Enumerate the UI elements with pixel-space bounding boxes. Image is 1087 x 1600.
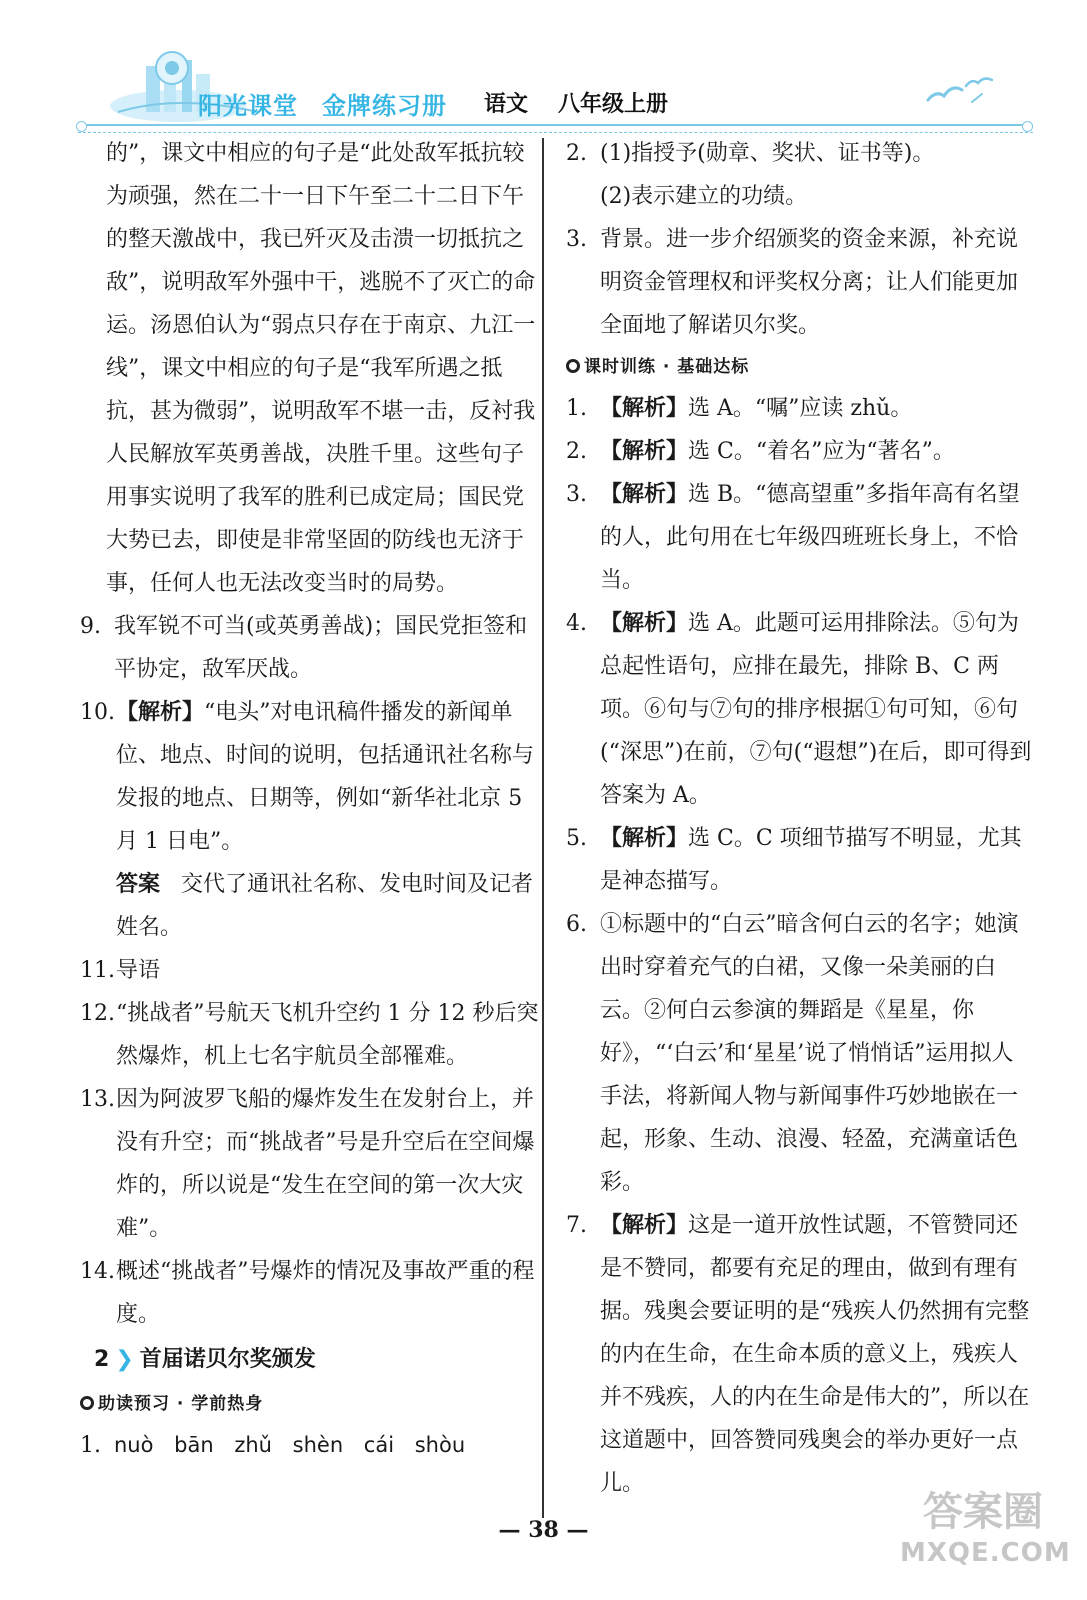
header-rule-dot-right [1022,121,1033,132]
right-column [566,132,1032,1505]
training-answer-7-number: 7. [566,1213,587,1238]
preview-answer-1-pinyin: nuò bān zhǔ shèn cái shòu [114,1433,466,1457]
answer-9-text: 我军锐不可当(或英勇善战)；国民党拒签和平协定，敌军厌战。 [114,614,528,682]
preview-answer-3-text: 背景。进一步介绍颁奖的资金来源，补充说明资金管理权和评奖权分离；让人们能更加全面地了解诺贝尔奖。 [600,227,1019,338]
watermark-logo [900,1488,1071,1588]
training-answer-6-number: 6. [566,912,587,937]
training-answer-7 [566,1204,1032,1505]
training-answer-6 [566,903,1032,1204]
section-bullet-icon [80,1396,94,1410]
preview-answer-1-number: 1. [80,1433,101,1458]
answer-13-text: 因为阿波罗飞船的爆炸发生在发射台上，并没有升空；而“挑战者”号是升空后在空间爆炸的，所以说是“发生在空间的第一次大灾难”。 [116,1087,535,1241]
answer-13 [80,1078,542,1250]
header-grade: 八年级上册 [558,92,669,117]
preview-answer-2-line2: (2)表示建立的功绩。 [600,184,808,209]
answer-11 [80,949,542,992]
header-rule-dot-left [76,121,87,132]
training-answer-3 [566,473,1032,602]
seagull-icon [926,74,996,108]
section-heading-preview [80,1384,542,1424]
training-answer-1-text: 选 A。“嘱”应读 zhǔ。 [688,396,913,421]
answer-14-number: 14. [80,1259,115,1284]
training-answer-3-number: 3. [566,482,587,507]
answer-10-answer-label: 答案 [116,871,161,897]
training-answer-5-number: 5. [566,826,587,851]
column-divider [542,138,544,1518]
answer-10-analysis-text: “电头”对电讯稿件播发的新闻单位、地点、时间的说明，包括通讯社名称与发报的地点、日期等，例如“新华社北京 5 月 1 日电”。 [116,700,535,854]
header-book-name: 金牌练习册 [322,92,447,120]
training-answer-4-number: 4. [566,611,587,636]
answer-12-text: “挑战者”号航天飞机升空约 1 分 12 秒后突然爆炸，机上七名宇航员全部罹难。 [116,1001,539,1069]
training-answer-2-text: 选 C。“着名”应为“著名”。 [688,439,955,464]
training-answer-5 [566,817,1032,903]
section-bullet-icon [566,359,580,373]
watermark-bottom-text: MXQE.COM [900,1538,1071,1568]
preview-answer-3-number: 3. [566,227,587,252]
answer-13-number: 13. [80,1087,115,1112]
lesson-title-text: 首届诺贝尔奖颁发 [139,1347,316,1372]
answer-10-final [80,863,542,949]
page-number: — 38 — [498,1517,589,1543]
training-answer-1 [566,387,1032,430]
header-series-name: 阳光课堂 [198,92,298,120]
training-answer-7-tag: 【解析】 [600,1212,689,1238]
training-answer-2-number: 2. [566,439,587,464]
section-heading-training [566,347,1032,387]
training-answer-4-text: 选 A。此题可运用排除法。⑤句为总起性语句，应排在最先，排除 B、C 两项。⑥句与⑦句的排序根据①句可知，⑥句(“深思”)在前，⑦句(“遐想”)在后，即可得到答案为 A。 [600,611,1032,808]
answer-12 [80,992,542,1078]
training-answer-6-text: ①标题中的“白云”暗含何白云的名字；她演出时穿着充气的白裙，又像一朵美丽的白云。②何白云参演的舞蹈是《星星，你好》，“‘白云’和‘星星’说了悄悄话”运用拟人手法，将新闻人物与新闻事件巧妙地嵌在一起，形象、生动、浪漫、轻盈，充满童话色彩。 [600,912,1019,1195]
answer-10-analysis-tag: 【解析】 [116,699,205,725]
training-answer-3-text: 选 B。“德高望重”多指年高有名望的人，此句用在七年级四班班长身上，不恰当。 [600,482,1020,593]
preview-answer-1 [80,1424,542,1467]
left-column [80,132,542,1467]
header-subject: 语文 [484,92,529,117]
chevron-right-icon: ❯ [115,1347,134,1372]
training-answer-5-tag: 【解析】 [600,825,689,851]
answer-9 [80,605,542,691]
answer-10-answer-text: 交代了通讯社名称、发电时间及记者姓名。 [116,872,534,940]
training-answer-4-tag: 【解析】 [600,610,689,636]
training-answer-4 [566,602,1032,817]
page-header [78,40,1033,130]
training-answer-7-text: 这是一道开放性试题，不管赞同还是不赞同，都要有充足的理由，做到有理有据。残奥会要证明的是“残疾人仍然拥有完整的内在生命，在生命本质的意义上，残疾人并不残疾，人的内在生命是伟大的”，所以在这道题中，回答赞同残奥会的举办更好一点儿。 [600,1213,1030,1496]
answer-11-text: 导语 [116,958,161,983]
training-answer-2-tag: 【解析】 [600,438,689,464]
watermark-top-text: 答案圈 [923,1489,1043,1535]
preview-answer-2-number: 2. [566,141,587,166]
answer-9-number: 9. [80,614,101,639]
header-book-title [198,86,447,121]
preview-answer-3 [566,218,1032,347]
lesson-title [80,1336,542,1384]
training-answer-2 [566,430,1032,473]
section-heading-preview-text: 助读预习 · 学前热身 [98,1394,264,1414]
header-subject-grade [484,87,668,118]
section-heading-training-text: 课时训练 · 基础达标 [584,357,750,377]
answer-10-number: 10. [80,700,115,725]
training-answer-3-tag: 【解析】 [600,481,689,507]
training-answer-5-text: 选 C。C 项细节描写不明显，尤其是神态描写。 [600,826,1022,894]
answer-11-number: 11. [80,958,115,983]
answer-8-continued: 的”，课文中相应的句子是“此处敌军抵抗较为顽强，然在二十一日下午至二十二日下午的整天激战中，我已歼灭及击溃一切抵抗之敌”，说明敌军外强中干，逃脱不了灭亡的命运。汤恩伯认为“弱点只存在于南京、九江一线”，课文中相应的句子是“我军所遇之抵抗，甚为微弱”，说明敌军不堪一击，反衬我人民解放军英勇善战，决胜千里。这些句子用事实说明了我军的胜利已成定局；国民党大势已去，即使是非常坚固的防线也无济于事，任何人也无法改变当时的局势。 [106,141,536,596]
preview-answer-2-line1: (1)指授予(勋章、奖状、证书等)。 [600,141,935,166]
answer-14 [80,1250,542,1336]
answer-10 [80,691,542,863]
answer-12-number: 12. [80,1001,115,1026]
lesson-number: 2 [94,1347,110,1372]
answer-14-text: 概述“挑战者”号爆炸的情况及事故严重的程度。 [116,1259,535,1327]
training-answer-1-tag: 【解析】 [600,395,689,421]
training-answer-1-number: 1. [566,396,587,421]
preview-answer-2 [566,132,1032,218]
